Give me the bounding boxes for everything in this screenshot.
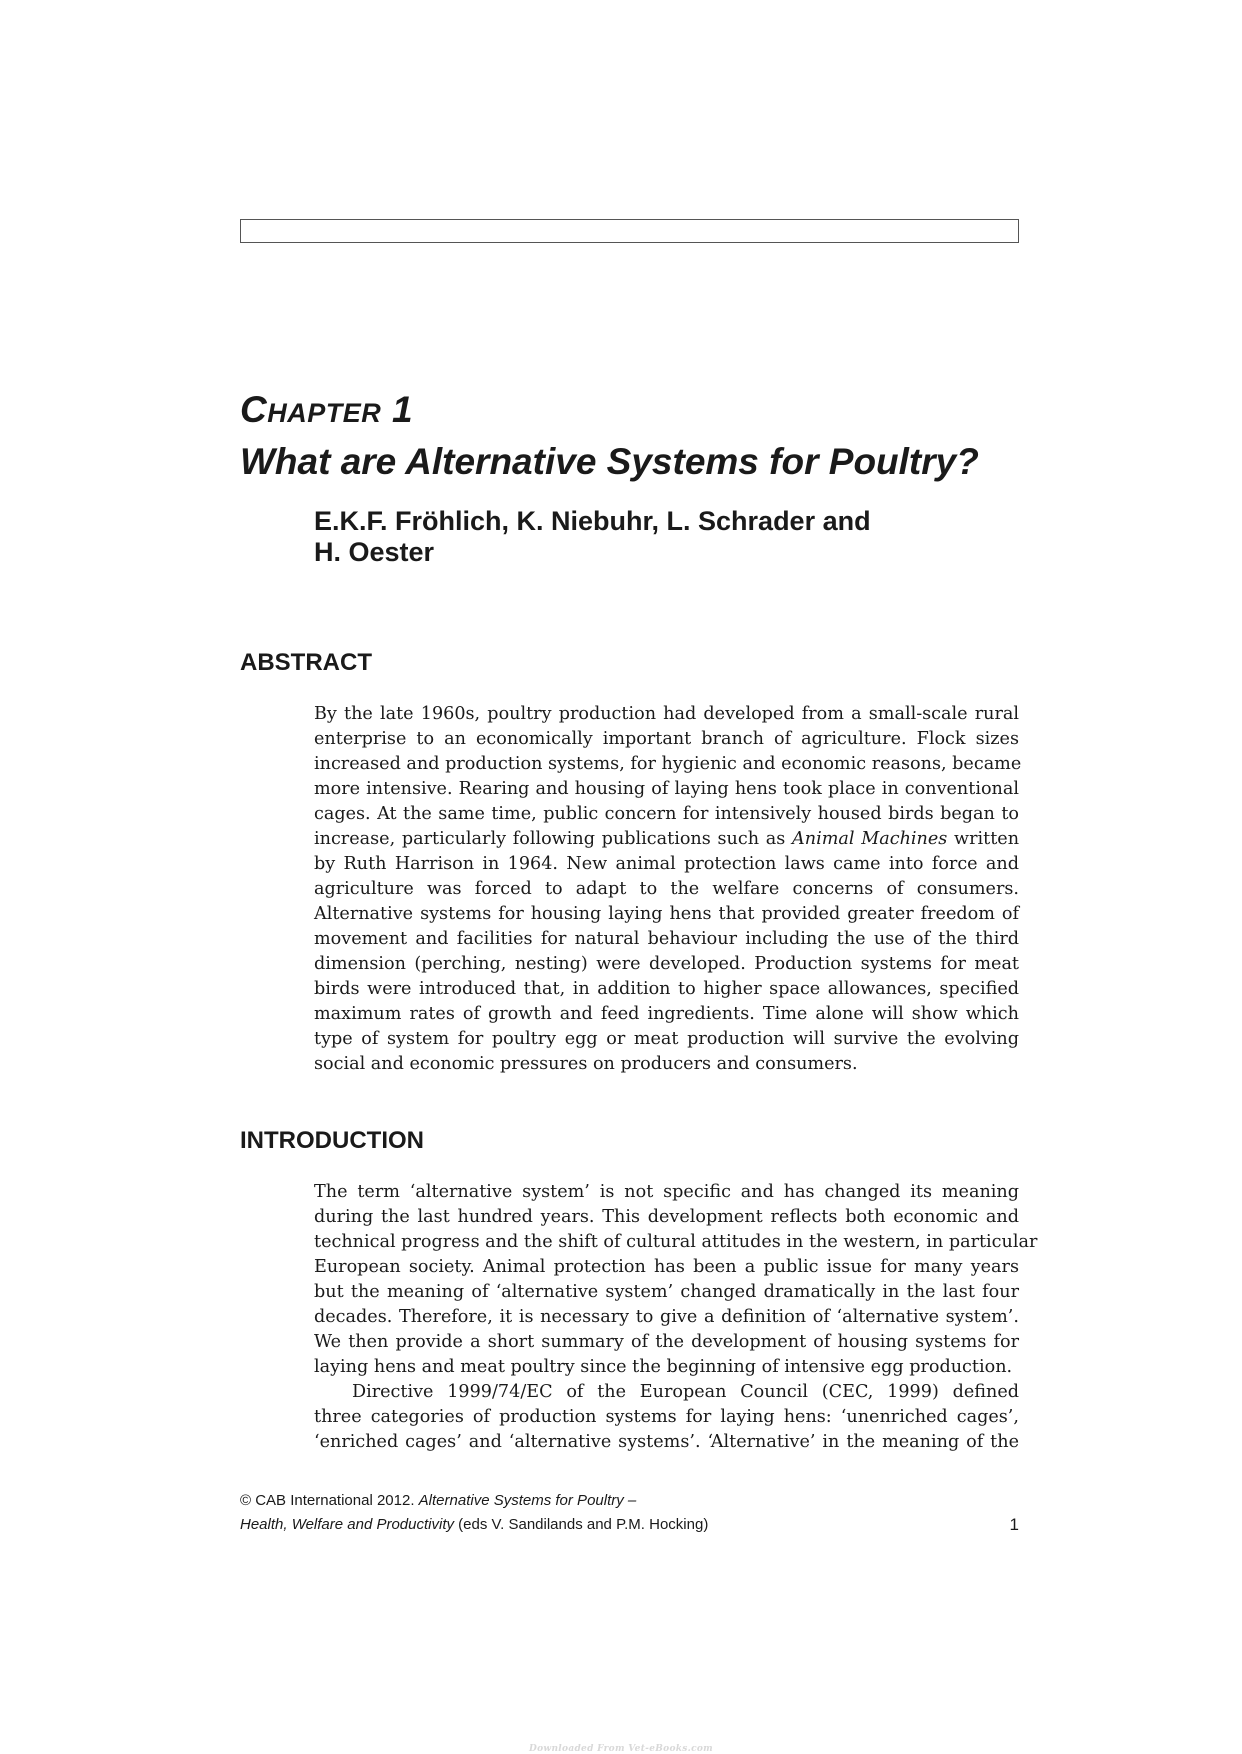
abstract-line: maximum rates of growth and feed ingredients. Time alone will show which — [314, 1004, 1019, 1024]
intro-line: technical progress and the shift of cultural attitudes in the western, in particular — [314, 1232, 1038, 1252]
intro-line: but the meaning of ‘alternative system’ changed dramatically in the last four — [314, 1282, 1019, 1302]
abstract-line: movement and facilities for natural behaviour including the use of the third — [314, 929, 1019, 949]
copyright-text: © CAB International 2012. — [240, 1492, 415, 1509]
introduction-heading: INTRODUCTION — [240, 1127, 424, 1154]
abstract-line: increased and production systems, for hygienic and economic reasons, became — [314, 754, 1022, 774]
chapter-label-rest: HAPTER — [267, 398, 382, 428]
book-title-part-1: Alternative Systems for Poultry – — [418, 1492, 637, 1509]
chapter-label-initial: C — [240, 389, 268, 430]
page-number: 1 — [1009, 1515, 1019, 1534]
abstract-line-part: written — [954, 829, 1020, 849]
italic-book-title: Animal Machines — [792, 829, 948, 849]
intro-line: laying hens and meat poultry since the beginning of intensive egg production. — [314, 1357, 1013, 1377]
editors-text: (eds V. Sandilands and P.M. Hocking) — [458, 1516, 709, 1533]
authors-line-2: H. Oester — [314, 537, 435, 567]
chapter-label — [240, 388, 413, 435]
authors-line-1: E.K.F. Fröhlich, K. Niebuhr, L. Schrader and — [314, 506, 871, 536]
abstract-line: cages. At the same time, public concern for intensively housed birds began to — [314, 804, 1019, 824]
footer-line-2 — [240, 1513, 1019, 1537]
abstract-line: by Ruth Harrison in 1964. New animal protection laws came into force and — [314, 854, 1019, 874]
chapter-title: What are Alternative Systems for Poultry? — [240, 441, 979, 482]
abstract-line: type of system for poultry egg or meat production will survive the evolving — [314, 1029, 1019, 1049]
abstract-paragraph — [314, 702, 1022, 1077]
intro-line: ‘enriched cages’ and ‘alternative systems’. ‘Alternative’ in the meaning of the — [314, 1432, 1019, 1452]
intro-line: during the last hundred years. This development reflects both economic and — [314, 1207, 1019, 1227]
intro-line: European society. Animal protection has been a public issue for many years — [314, 1257, 1019, 1277]
abstract-line: Alternative systems for housing laying hens that provided greater freedom of — [314, 904, 1019, 924]
download-watermark: Downloaded From Vet-eBooks.com — [529, 1744, 713, 1754]
intro-line: We then provide a short summary of the development of housing systems for — [314, 1332, 1019, 1352]
abstract-line: dimension (perching, nesting) were developed. Production systems for meat — [314, 954, 1019, 974]
authors — [314, 506, 954, 568]
intro-line: The term ‘alternative system’ is not specific and has changed its meaning — [314, 1182, 1019, 1202]
abstract-line: social and economic pressures on producers and consumers. — [314, 1054, 858, 1074]
intro-line: decades. Therefore, it is necessary to give a definition of ‘alternative system’. — [314, 1307, 1019, 1327]
abstract-line: By the late 1960s, poultry production had developed from a small-scale rural — [314, 704, 1019, 724]
running-header-box — [240, 219, 1019, 243]
abstract-line-with-italic — [314, 827, 1019, 852]
page-footer — [240, 1489, 1019, 1537]
abstract-heading: ABSTRACT — [240, 649, 372, 676]
abstract-line: agriculture was forced to adapt to the welfare concerns of consumers. — [314, 879, 1019, 899]
introduction-paragraph — [314, 1180, 1038, 1455]
book-title-part-2: Health, Welfare and Productivity — [240, 1516, 454, 1533]
abstract-line: enterprise to an economically important branch of agriculture. Flock sizes — [314, 729, 1019, 749]
chapter-number: 1 — [392, 389, 414, 430]
abstract-line: more intensive. Rearing and housing of laying hens took place in conventional — [314, 779, 1019, 799]
intro-line: three categories of production systems for laying hens: ‘unenriched cages’, — [314, 1407, 1019, 1427]
abstract-line-part: increase, particularly following publications such as — [314, 829, 786, 849]
footer-line-1 — [240, 1489, 1019, 1513]
intro-line: Directive 1999/74/EC of the European Council (CEC, 1999) defined — [352, 1382, 1019, 1402]
abstract-line: birds were introduced that, in addition to higher space allowances, specified — [314, 979, 1019, 999]
